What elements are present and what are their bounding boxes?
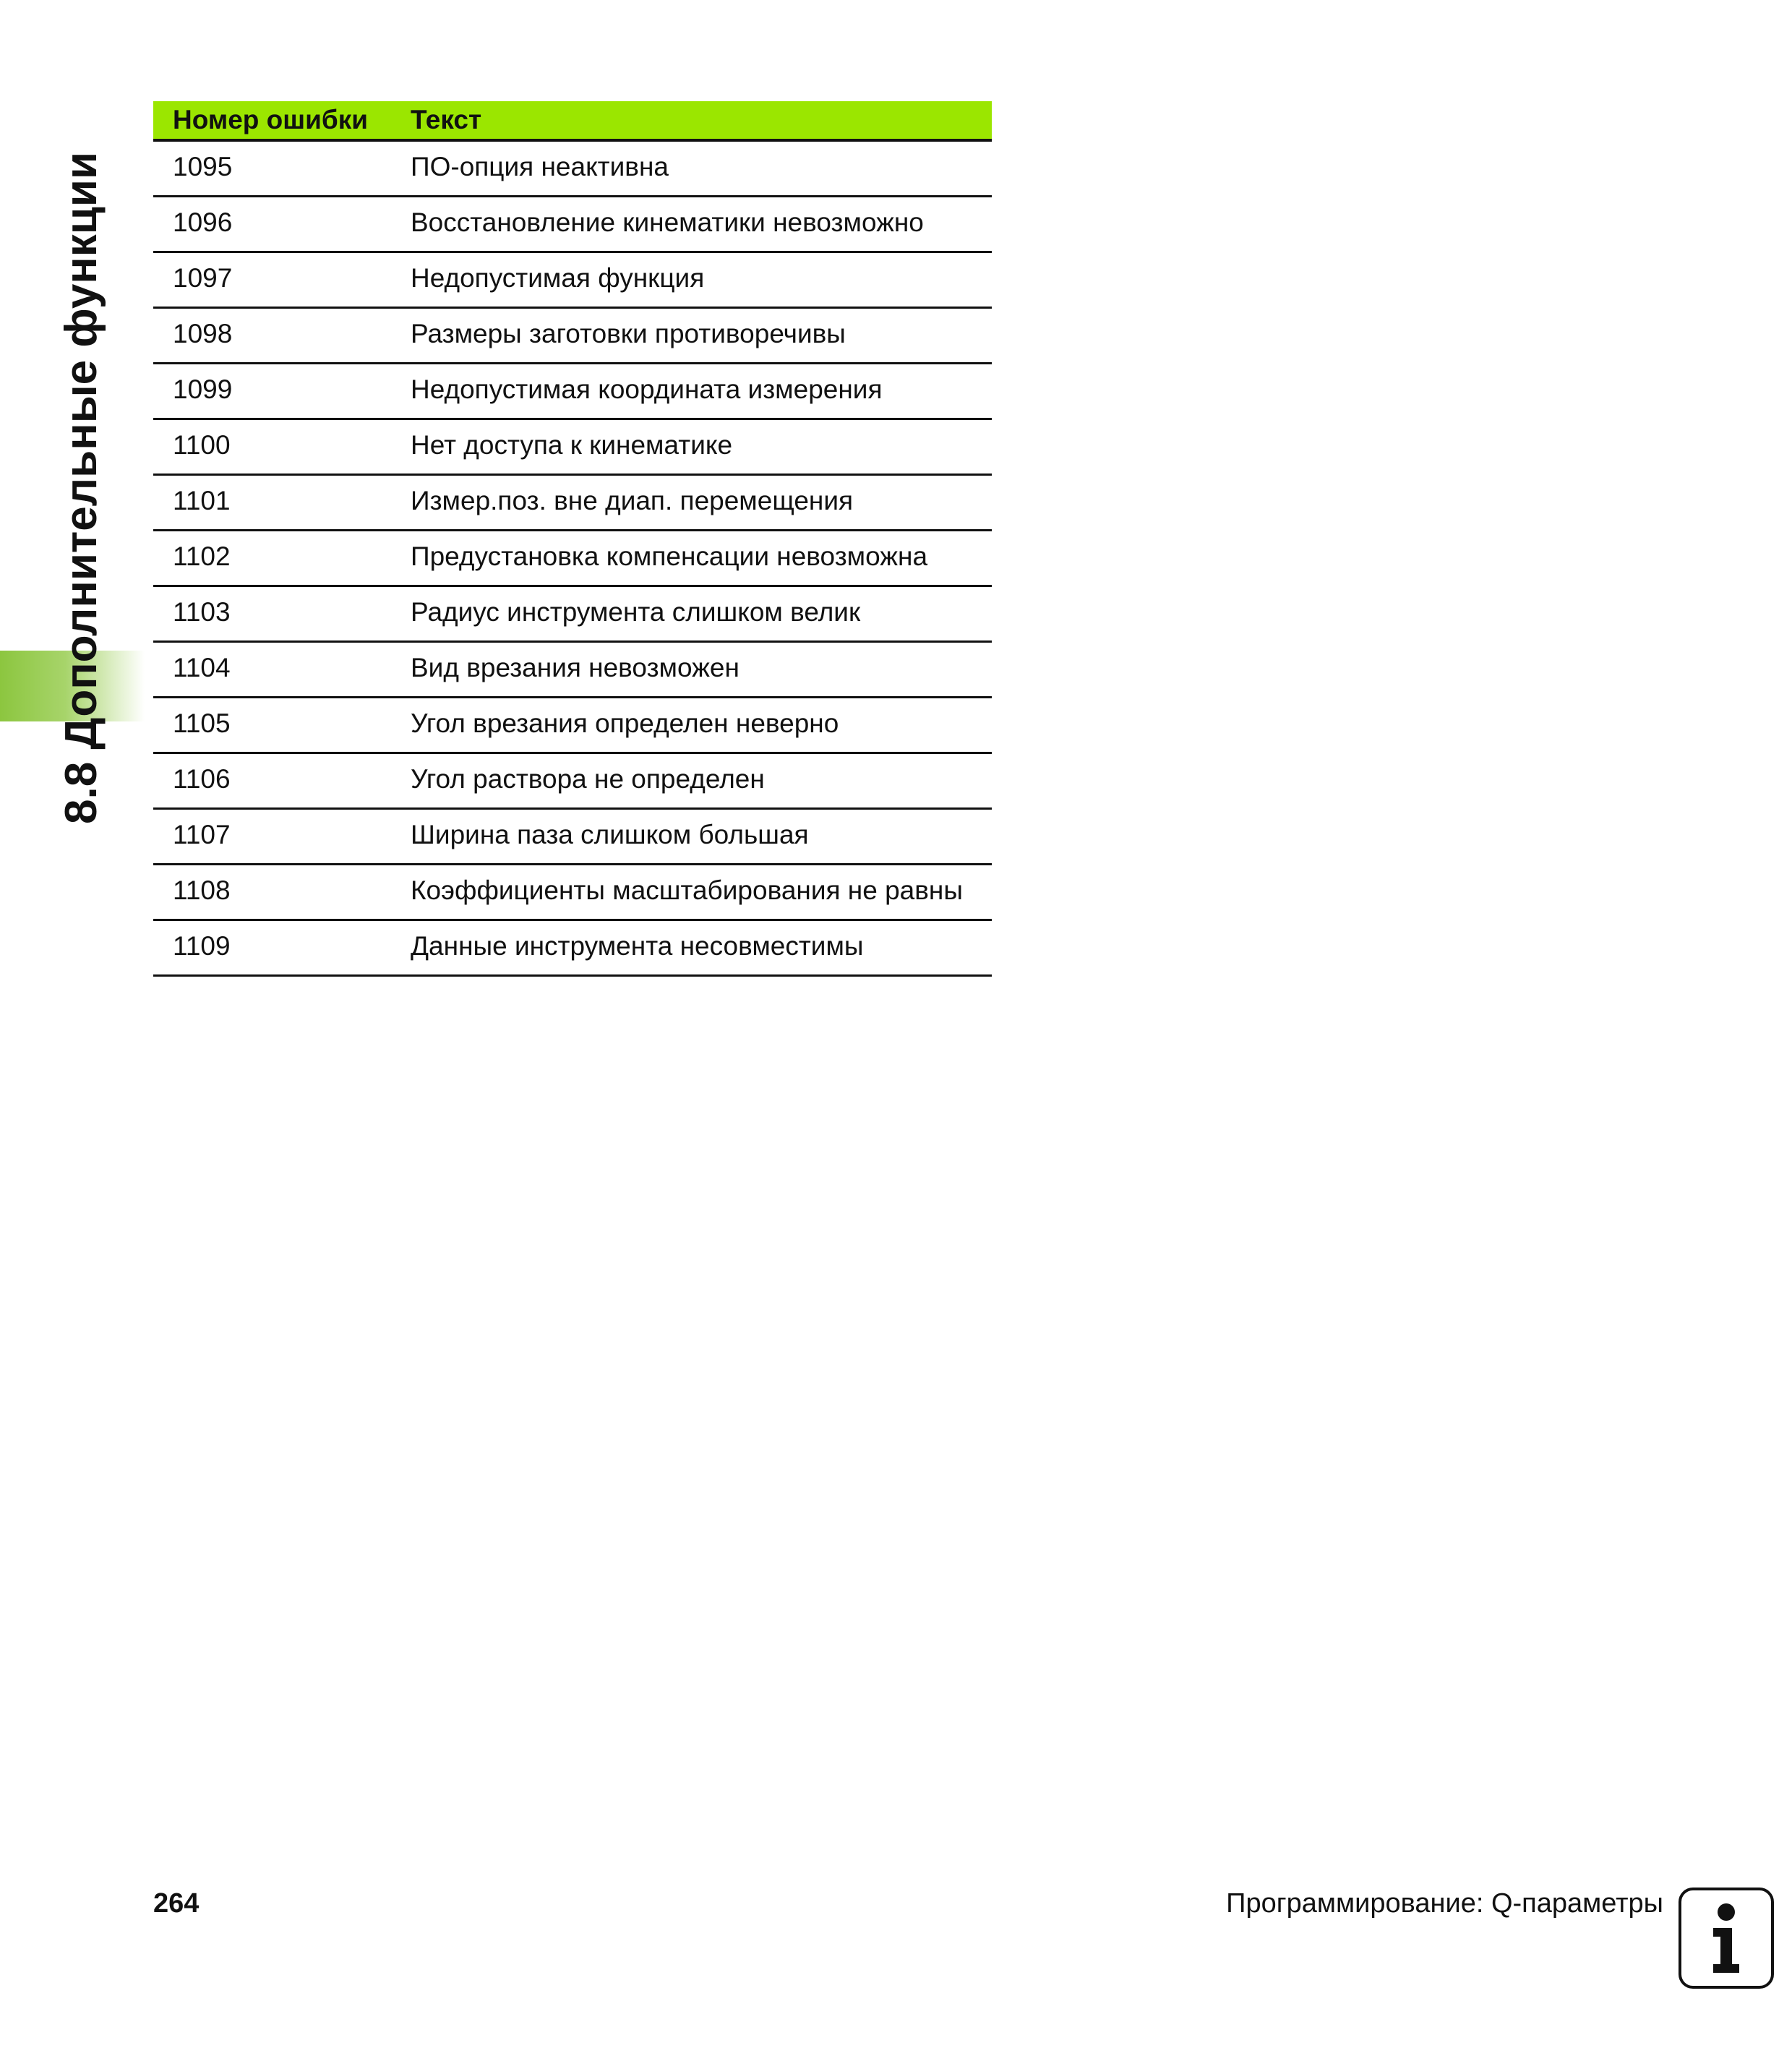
- error-number: 1101: [153, 475, 411, 531]
- error-text: Недопустимая координата измерения: [411, 364, 992, 419]
- error-text: Восстановление кинематики невозможно: [411, 197, 992, 252]
- table-header: [153, 101, 992, 140]
- table-row: [153, 252, 992, 308]
- error-number: 1108: [153, 865, 411, 920]
- table-row: [153, 140, 992, 197]
- error-number: 1098: [153, 308, 411, 364]
- error-text: Размеры заготовки противоречивы: [411, 308, 992, 364]
- error-text: Измер.поз. вне диап. перемещения: [411, 475, 992, 531]
- table-row: [153, 753, 992, 809]
- error-number: 1103: [153, 586, 411, 642]
- table-row: [153, 920, 992, 976]
- error-table: [153, 101, 992, 977]
- error-number: 1106: [153, 753, 411, 809]
- table-row: [153, 698, 992, 753]
- error-text: Радиус инструмента слишком велик: [411, 586, 992, 642]
- column-header-text: Текст: [411, 101, 992, 140]
- table-row: [153, 809, 992, 865]
- error-number: 1105: [153, 698, 411, 753]
- table-row: [153, 197, 992, 252]
- error-text: Предустановка компенсации невозможна: [411, 531, 992, 586]
- error-number: 1107: [153, 809, 411, 865]
- error-text: ПО-опция неактивна: [411, 140, 992, 197]
- table-row: [153, 586, 992, 642]
- error-text: Угол раствора не определен: [411, 753, 992, 809]
- page-number: 264: [153, 1888, 200, 1919]
- section-title: 8.8 Дополнительные функции: [56, 151, 106, 824]
- error-text: Вид врезания невозможен: [411, 642, 992, 698]
- table-row: [153, 642, 992, 698]
- table-row: [153, 419, 992, 475]
- error-number: 1099: [153, 364, 411, 419]
- error-number: 1096: [153, 197, 411, 252]
- info-icon: [1679, 1888, 1774, 1989]
- footer-chapter-title: Программирование: Q-параметры: [1226, 1888, 1663, 1919]
- error-text: Недопустимая функция: [411, 252, 992, 308]
- error-number: 1102: [153, 531, 411, 586]
- error-text: Угол врезания определен неверно: [411, 698, 992, 753]
- table-row: [153, 308, 992, 364]
- error-number: 1097: [153, 252, 411, 308]
- error-number: 1100: [153, 419, 411, 475]
- error-number: 1095: [153, 140, 411, 197]
- table-header-row: [153, 101, 992, 140]
- error-number: 1104: [153, 642, 411, 698]
- table-row: [153, 364, 992, 419]
- table-row: [153, 531, 992, 586]
- error-text: Нет доступа к кинематике: [411, 419, 992, 475]
- table-body: [153, 140, 992, 976]
- error-text: Данные инструмента несовместимы: [411, 920, 992, 976]
- column-header-number: Номер ошибки: [153, 101, 411, 140]
- table-row: [153, 865, 992, 920]
- error-text: Ширина паза слишком большая: [411, 809, 992, 865]
- error-text: Коэффициенты масштабирования не равны: [411, 865, 992, 920]
- section-title-container: [49, 87, 114, 824]
- error-number: 1109: [153, 920, 411, 976]
- table-row: [153, 475, 992, 531]
